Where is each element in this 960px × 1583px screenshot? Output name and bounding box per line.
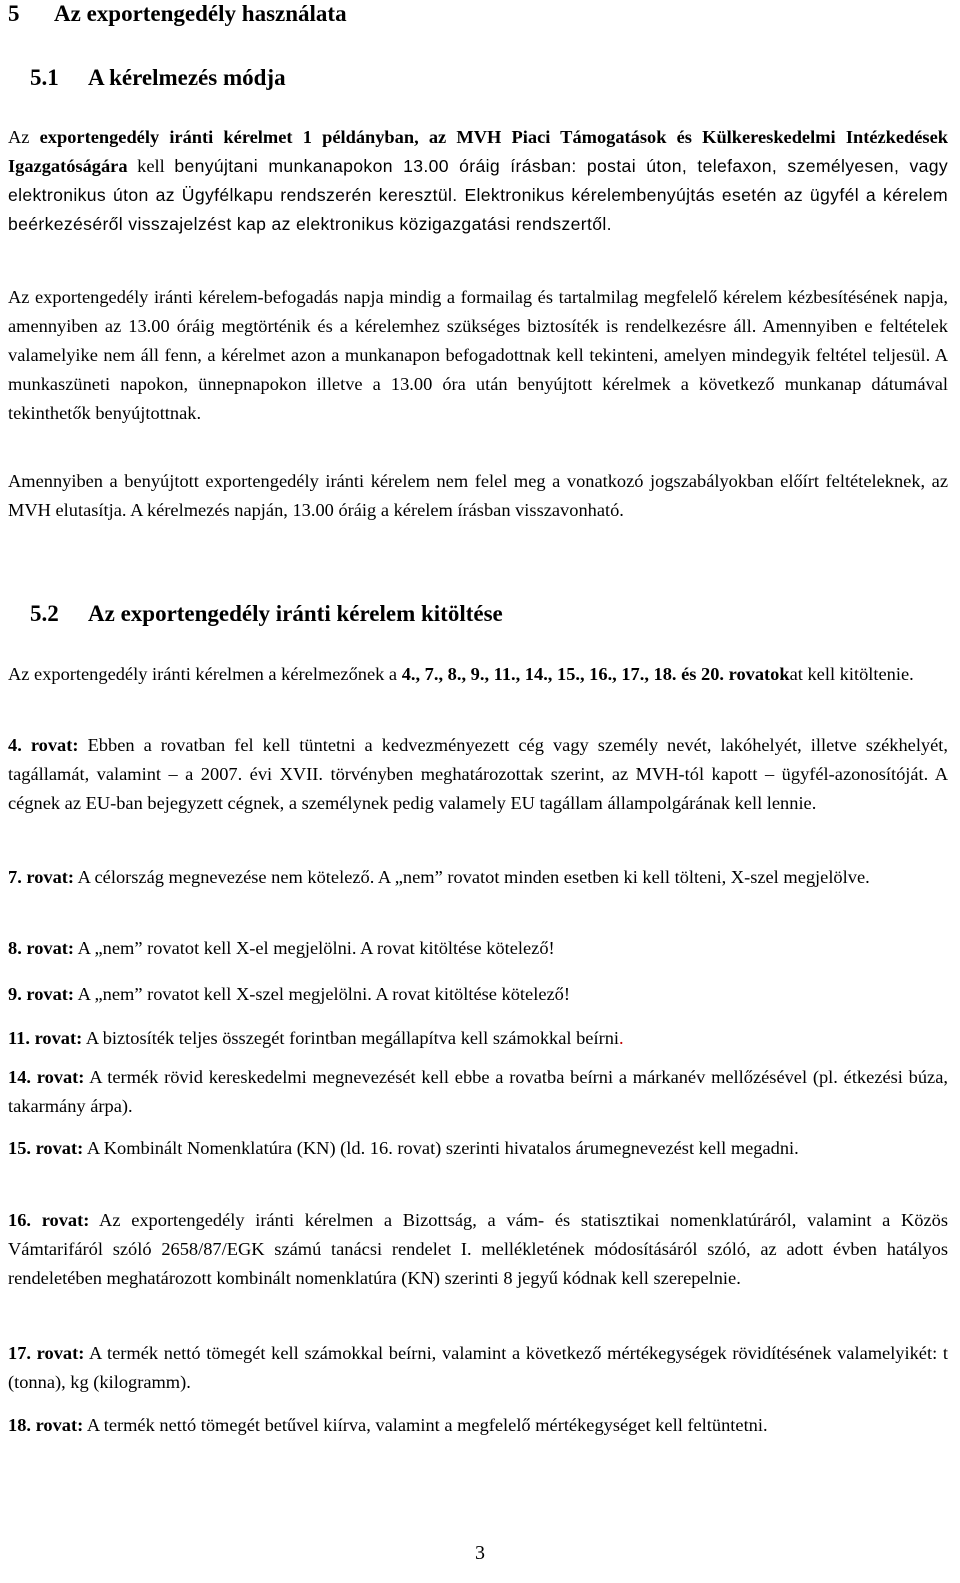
- field-label: 9. rovat:: [8, 984, 75, 1004]
- field-label: 4. rovat:: [8, 735, 79, 755]
- paragraph-submission: [8, 123, 948, 239]
- field-label: 15. rovat:: [8, 1138, 84, 1158]
- field-text: Az exportengedély iránti kérelmen a Bizottság, a vám- és statisztikai nomenklatúráról, valamint a Közös Vámtarifáról szóló 2658/87/EGK számú tanácsi rendelet I. mellékletének módosításáról szóló, az adott évben hatályos rendeletében meghatározott kombinált nomenklatúra (KN) szerinti 8 jegyű kódnak kell szerepelnie.: [8, 1210, 948, 1288]
- intro-bold-fields: 4., 7., 8., 9., 11., 14., 15., 16., 17., 18. és 20. rovatok: [401, 664, 790, 684]
- page-number: 3: [475, 1542, 485, 1564]
- subsection-heading-5-1: [30, 64, 286, 92]
- field-text: A „nem” rovatot kell X-szel megjelölni. A rovat kitöltése kötelező!: [74, 984, 570, 1004]
- field-label: 8. rovat:: [8, 938, 75, 958]
- intro-lead: Az exportengedély iránti kérelmen a kérelmezőnek a: [8, 664, 402, 684]
- field-text: A termék nettó tömegét betűvel kiírva, valamint a megfelelő mértékegységet kell feltüntetni.: [83, 1415, 768, 1435]
- field-label: 18. rovat:: [8, 1415, 84, 1435]
- field-item-15: [8, 1134, 948, 1163]
- paragraph-bold: exportengedély iránti kérelmet 1 példányban, az MVH Piaci Támogatások és Külkereskedelmi Intézkedések Igazgatóságára: [8, 127, 948, 176]
- field-label: 7. rovat:: [8, 867, 75, 887]
- section-number: 5: [8, 1, 20, 26]
- subsection-number: 5.2: [30, 601, 59, 626]
- section-heading: [8, 0, 347, 28]
- field-item-11: [8, 1024, 948, 1053]
- section-title: Az exportengedély használata: [54, 1, 347, 26]
- subsection-title: Az exportengedély iránti kérelem kitöltése: [88, 601, 503, 626]
- field-item-4: [8, 731, 948, 818]
- paragraph-rejection: Amennyiben a benyújtott exportengedély iránti kérelem nem felel meg a vonatkozó jogszabályokban előírt feltételeknek, az MVH elutasítja. A kérelmezés napján, 13.00 óráig a kérelem írásban visszavonható.: [8, 471, 948, 520]
- field-text: A célország megnevezése nem kötelező. A „nem” rovatot minden esetben ki kell tölteni, X-szel megjelölve.: [74, 867, 870, 887]
- field-item-7: [8, 863, 948, 892]
- field-item-8: [8, 934, 948, 963]
- paragraph-rest: benyújtani munkanapokon 13.00 óráig írásban: postai úton, telefaxon, személyesen, vagy elektronikus úton az Ügyfélkapu rendszerén keresztül. Elektronikus kérelembenyújtás esetén az ügyfél a kérelem beérkezéséről visszajelzést kap az elektronikus közigazgatási rendszertől.: [8, 156, 949, 234]
- intro-tail: at kell kitöltenie.: [789, 664, 914, 684]
- paragraph-lead: Az: [8, 127, 40, 147]
- field-item-9: [8, 980, 948, 1009]
- paragraph-connector: kell: [127, 156, 175, 176]
- field-label: 11. rovat:: [8, 1028, 83, 1048]
- field-text: A termék nettó tömegét kell számokkal beírni, valamint a következő mértékegységek rövidítésének valamelyikét: t (tonna), kg (kilogramm).: [8, 1343, 948, 1392]
- field-text: Ebben a rovatban fel kell tüntetni a kedvezményezett cég vagy személy nevét, lakóhelyét, illetve székhelyét, tagállamát, valamint – a 2007. évi XVII. törvényben meghatározottak szerint, az MVH-tól kapott – ügyfél-azonosítóját. A cégnek az EU-ban bejegyzett cégnek, a személynek pedig valamely EU tagállam állampolgárának kell lennie.: [8, 735, 948, 813]
- field-item-18: [8, 1411, 948, 1440]
- field-label: 14. rovat:: [8, 1067, 85, 1087]
- field-label: 17. rovat:: [8, 1343, 85, 1363]
- field-text: A termék rövid kereskedelmi megnevezését kell ebbe a rovatba beírni a márkanév mellőzésével (pl. étkezési búza, takarmány árpa).: [8, 1067, 948, 1116]
- paragraph-fields-intro: [8, 660, 948, 689]
- field-text: A biztosíték teljes összegét forintban megállapítva kell számokkal beírni: [82, 1028, 620, 1048]
- field-item-14: [8, 1063, 948, 1121]
- field-label: 16. rovat:: [8, 1210, 90, 1230]
- subsection-heading-5-2: [30, 600, 503, 628]
- paragraph-acceptance-date: Az exportengedély iránti kérelem-befogadás napja mindig a formailag és tartalmilag megfelelő kérelem kézbesítésének napja, amennyiben az 13.00 óráig megtörténik és a kérelemhez szükséges biztosíték is rendelkezésre áll. Amennyiben e feltételek valamelyike nem áll fenn, a kérelmet azon a munkanapon befogadottnak kell tekinteni, amelyen mindegyik feltétel teljesül. A munkaszüneti napokon, ünnepnapokon illetve a 13.00 óra után benyújtott kérelmek a következő munkanap dátumával tekinthetők benyújtottnak.: [8, 287, 948, 423]
- field-item-17: [8, 1339, 948, 1397]
- field-item-16: [8, 1206, 948, 1293]
- subsection-title: A kérelmezés módja: [88, 65, 286, 90]
- subsection-number: 5.1: [30, 65, 59, 90]
- field-text: A „nem” rovatot kell X-el megjelölni. A rovat kitöltése kötelező!: [74, 938, 555, 958]
- field-text: A Kombinált Nomenklatúra (KN) (ld. 16. rovat) szerinti hivatalos árumegnevezést kell megadni.: [83, 1138, 799, 1158]
- field-text-red-period: .: [619, 1028, 624, 1048]
